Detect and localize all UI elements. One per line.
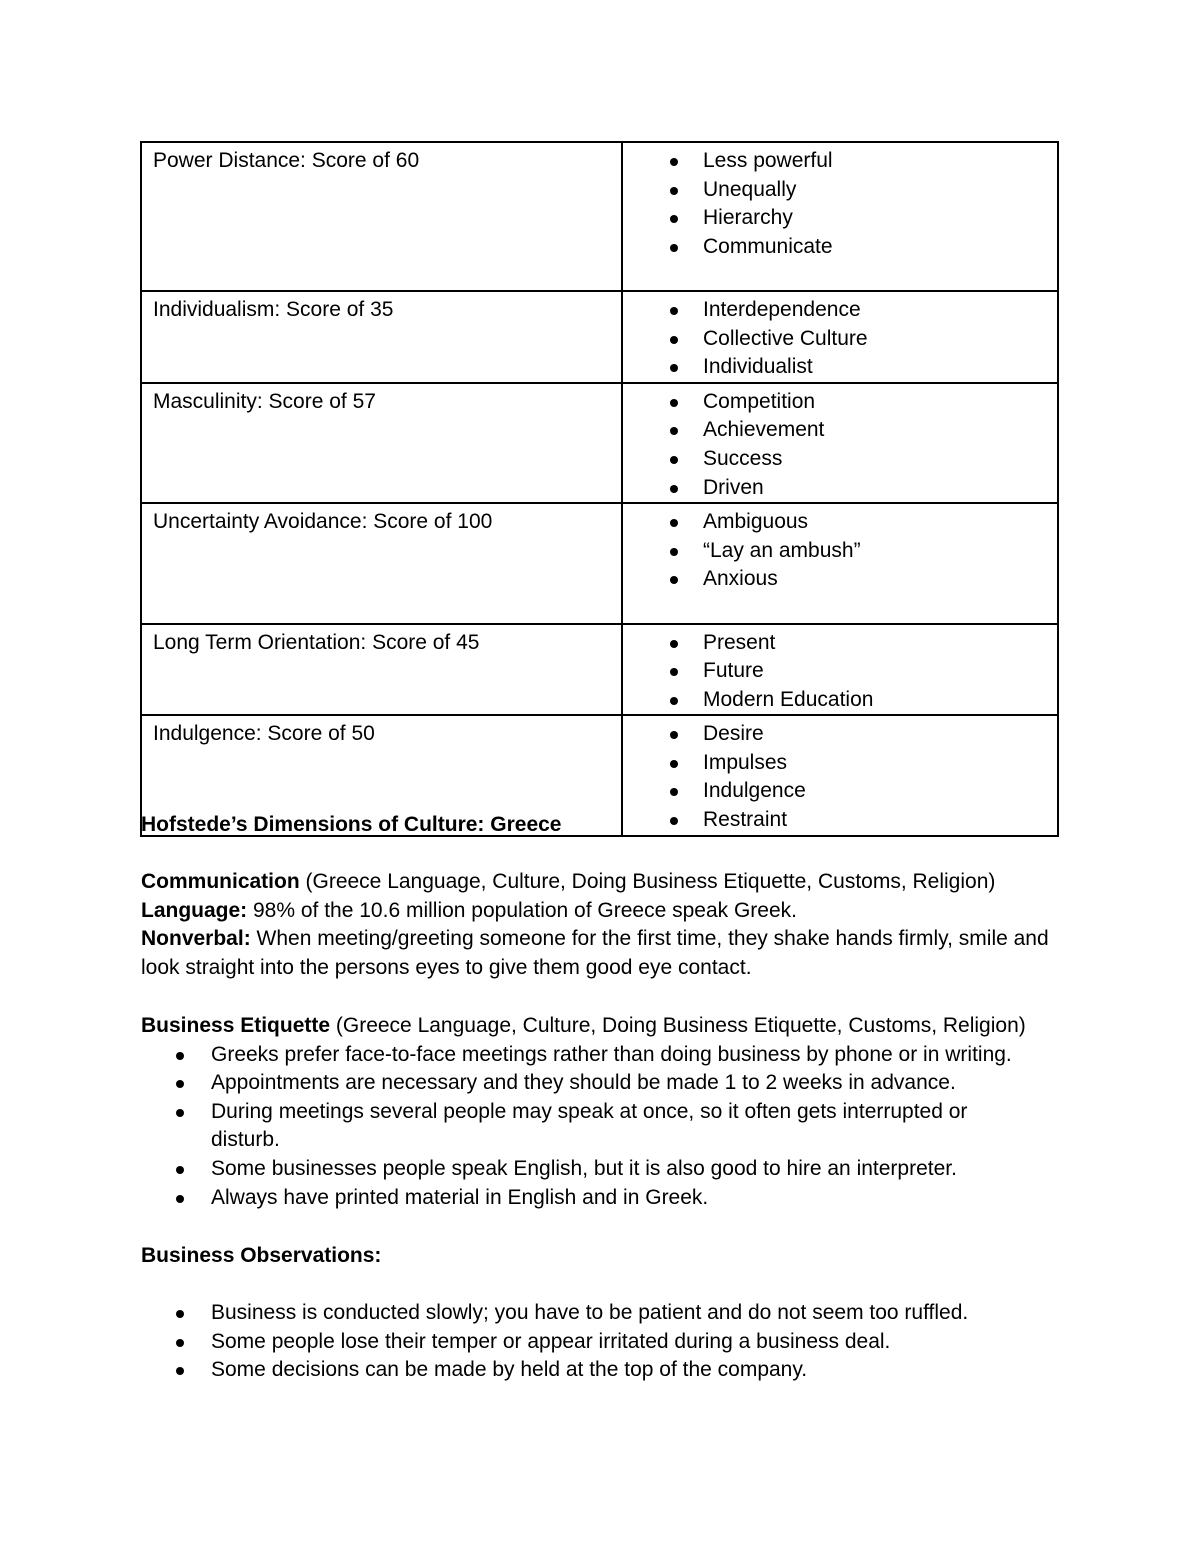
observations-list: [141, 1299, 1061, 1385]
business-observations-section: [141, 1242, 1061, 1385]
dimension-label: Power Distance: Score of 60: [153, 149, 420, 172]
spacer: [623, 261, 1057, 290]
list-item: Impulses: [623, 749, 1057, 778]
list-item: Ambiguous: [623, 508, 1057, 537]
list-item: “Lay an ambush”: [623, 537, 1057, 566]
list-item: Competition: [623, 388, 1057, 417]
business-etiquette-section: [141, 1012, 1061, 1212]
dimension-traits-cell: [622, 503, 1058, 623]
list-item: Success: [623, 445, 1057, 474]
table-row: [141, 624, 1058, 716]
dimension-traits-cell: [622, 624, 1058, 716]
traits-list: [623, 388, 1057, 502]
etiquette-heading: Business Etiquette: [141, 1014, 331, 1037]
caption-text: Hofstede’s Dimensions of Culture: Greece: [141, 813, 562, 836]
list-item: Achievement: [623, 416, 1057, 445]
nonverbal-line: [141, 925, 1061, 982]
dimension-traits-cell: [622, 383, 1058, 503]
language-text: 98% of the 10.6 million population of Greece speak Greek.: [247, 898, 797, 922]
table-row: [141, 503, 1058, 623]
list-item: Driven: [623, 474, 1057, 503]
traits-list: [623, 296, 1057, 382]
nonverbal-label: Nonverbal:: [141, 927, 251, 951]
list-item: Some businesses people speak English, but it is also good to hire an interpreter.: [141, 1155, 1061, 1184]
list-item: Business is conducted slowly; you have to be patient and do not seem too ruffled.: [141, 1299, 1061, 1328]
etiquette-heading-line: [141, 1012, 1061, 1041]
dimension-label-cell: [141, 383, 622, 503]
list-item: Less powerful: [623, 147, 1057, 176]
list-item: Restraint: [623, 806, 1057, 835]
hofstede-dimensions-table: [140, 141, 1059, 837]
list-item: Hierarchy: [623, 204, 1057, 233]
table-row: [141, 291, 1058, 383]
communication-heading: Communication: [141, 870, 300, 893]
dimension-label-cell: [141, 142, 622, 291]
language-line: [141, 897, 1061, 926]
communication-heading-line: [141, 868, 1061, 897]
list-item: Desire: [623, 720, 1057, 749]
list-item: Collective Culture: [623, 325, 1057, 354]
list-item: Modern Education: [623, 686, 1057, 715]
table-row: [141, 383, 1058, 503]
spacer: [623, 594, 1057, 623]
list-item: Interdependence: [623, 296, 1057, 325]
dimension-traits-cell: [622, 291, 1058, 383]
list-item: Indulgence: [623, 777, 1057, 806]
table-row: [141, 142, 1058, 291]
table-body: [141, 142, 1058, 836]
list-item: Future: [623, 657, 1057, 686]
nonverbal-text: When meeting/greeting someone for the first time, they shake hands firmly, smile and look straight into the persons eyes to give them good eye contact.: [141, 927, 1049, 979]
dimension-label-cell: [141, 291, 622, 383]
list-item: During meetings several people may speak at once, so it often gets interrupted or disturb.: [141, 1098, 1061, 1155]
table-caption: [141, 811, 1061, 840]
dimension-label: Individualism: Score of 35: [153, 297, 394, 321]
list-item: Present: [623, 629, 1057, 658]
communication-heading-note: (Greece Language, Culture, Doing Business Etiquette, Customs, Religion): [299, 870, 996, 893]
traits-list: [623, 508, 1057, 594]
list-item: Always have printed material in English and in Greek.: [141, 1184, 1061, 1213]
etiquette-heading-note: (Greece Language, Culture, Doing Business Etiquette, Customs, Religion): [330, 1014, 1026, 1037]
language-label: Language:: [141, 898, 248, 922]
communication-section: [141, 868, 1061, 982]
list-item: Unequally: [623, 176, 1057, 205]
list-item: Communicate: [623, 233, 1057, 262]
list-item: Anxious: [623, 565, 1057, 594]
dimension-label: Masculinity: Score of 57: [153, 389, 376, 413]
dimension-label-cell: [141, 503, 622, 623]
etiquette-list: [141, 1041, 1061, 1213]
dimension-label: Indulgence: Score of 50: [153, 722, 375, 746]
list-item: Some people lose their temper or appear irritated during a business deal.: [141, 1328, 1061, 1357]
dimension-label: Long Term Orientation: Score of 45: [153, 630, 480, 654]
traits-list: [623, 629, 1057, 715]
list-item: Some decisions can be made by held at the top of the company.: [141, 1356, 1061, 1385]
observations-heading: Business Observations:: [141, 1244, 382, 1267]
dimension-label-cell: [141, 624, 622, 716]
dimension-label: Uncertainty Avoidance: Score of 100: [153, 510, 493, 534]
list-item: Appointments are necessary and they should be made 1 to 2 weeks in advance.: [141, 1069, 1061, 1098]
traits-list: [623, 147, 1057, 261]
list-item: Individualist: [623, 353, 1057, 382]
dimension-traits-cell: [622, 142, 1058, 291]
list-item: Greeks prefer face-to-face meetings rather than doing business by phone or in writing.: [141, 1041, 1061, 1070]
spacer: [141, 1271, 1061, 1300]
